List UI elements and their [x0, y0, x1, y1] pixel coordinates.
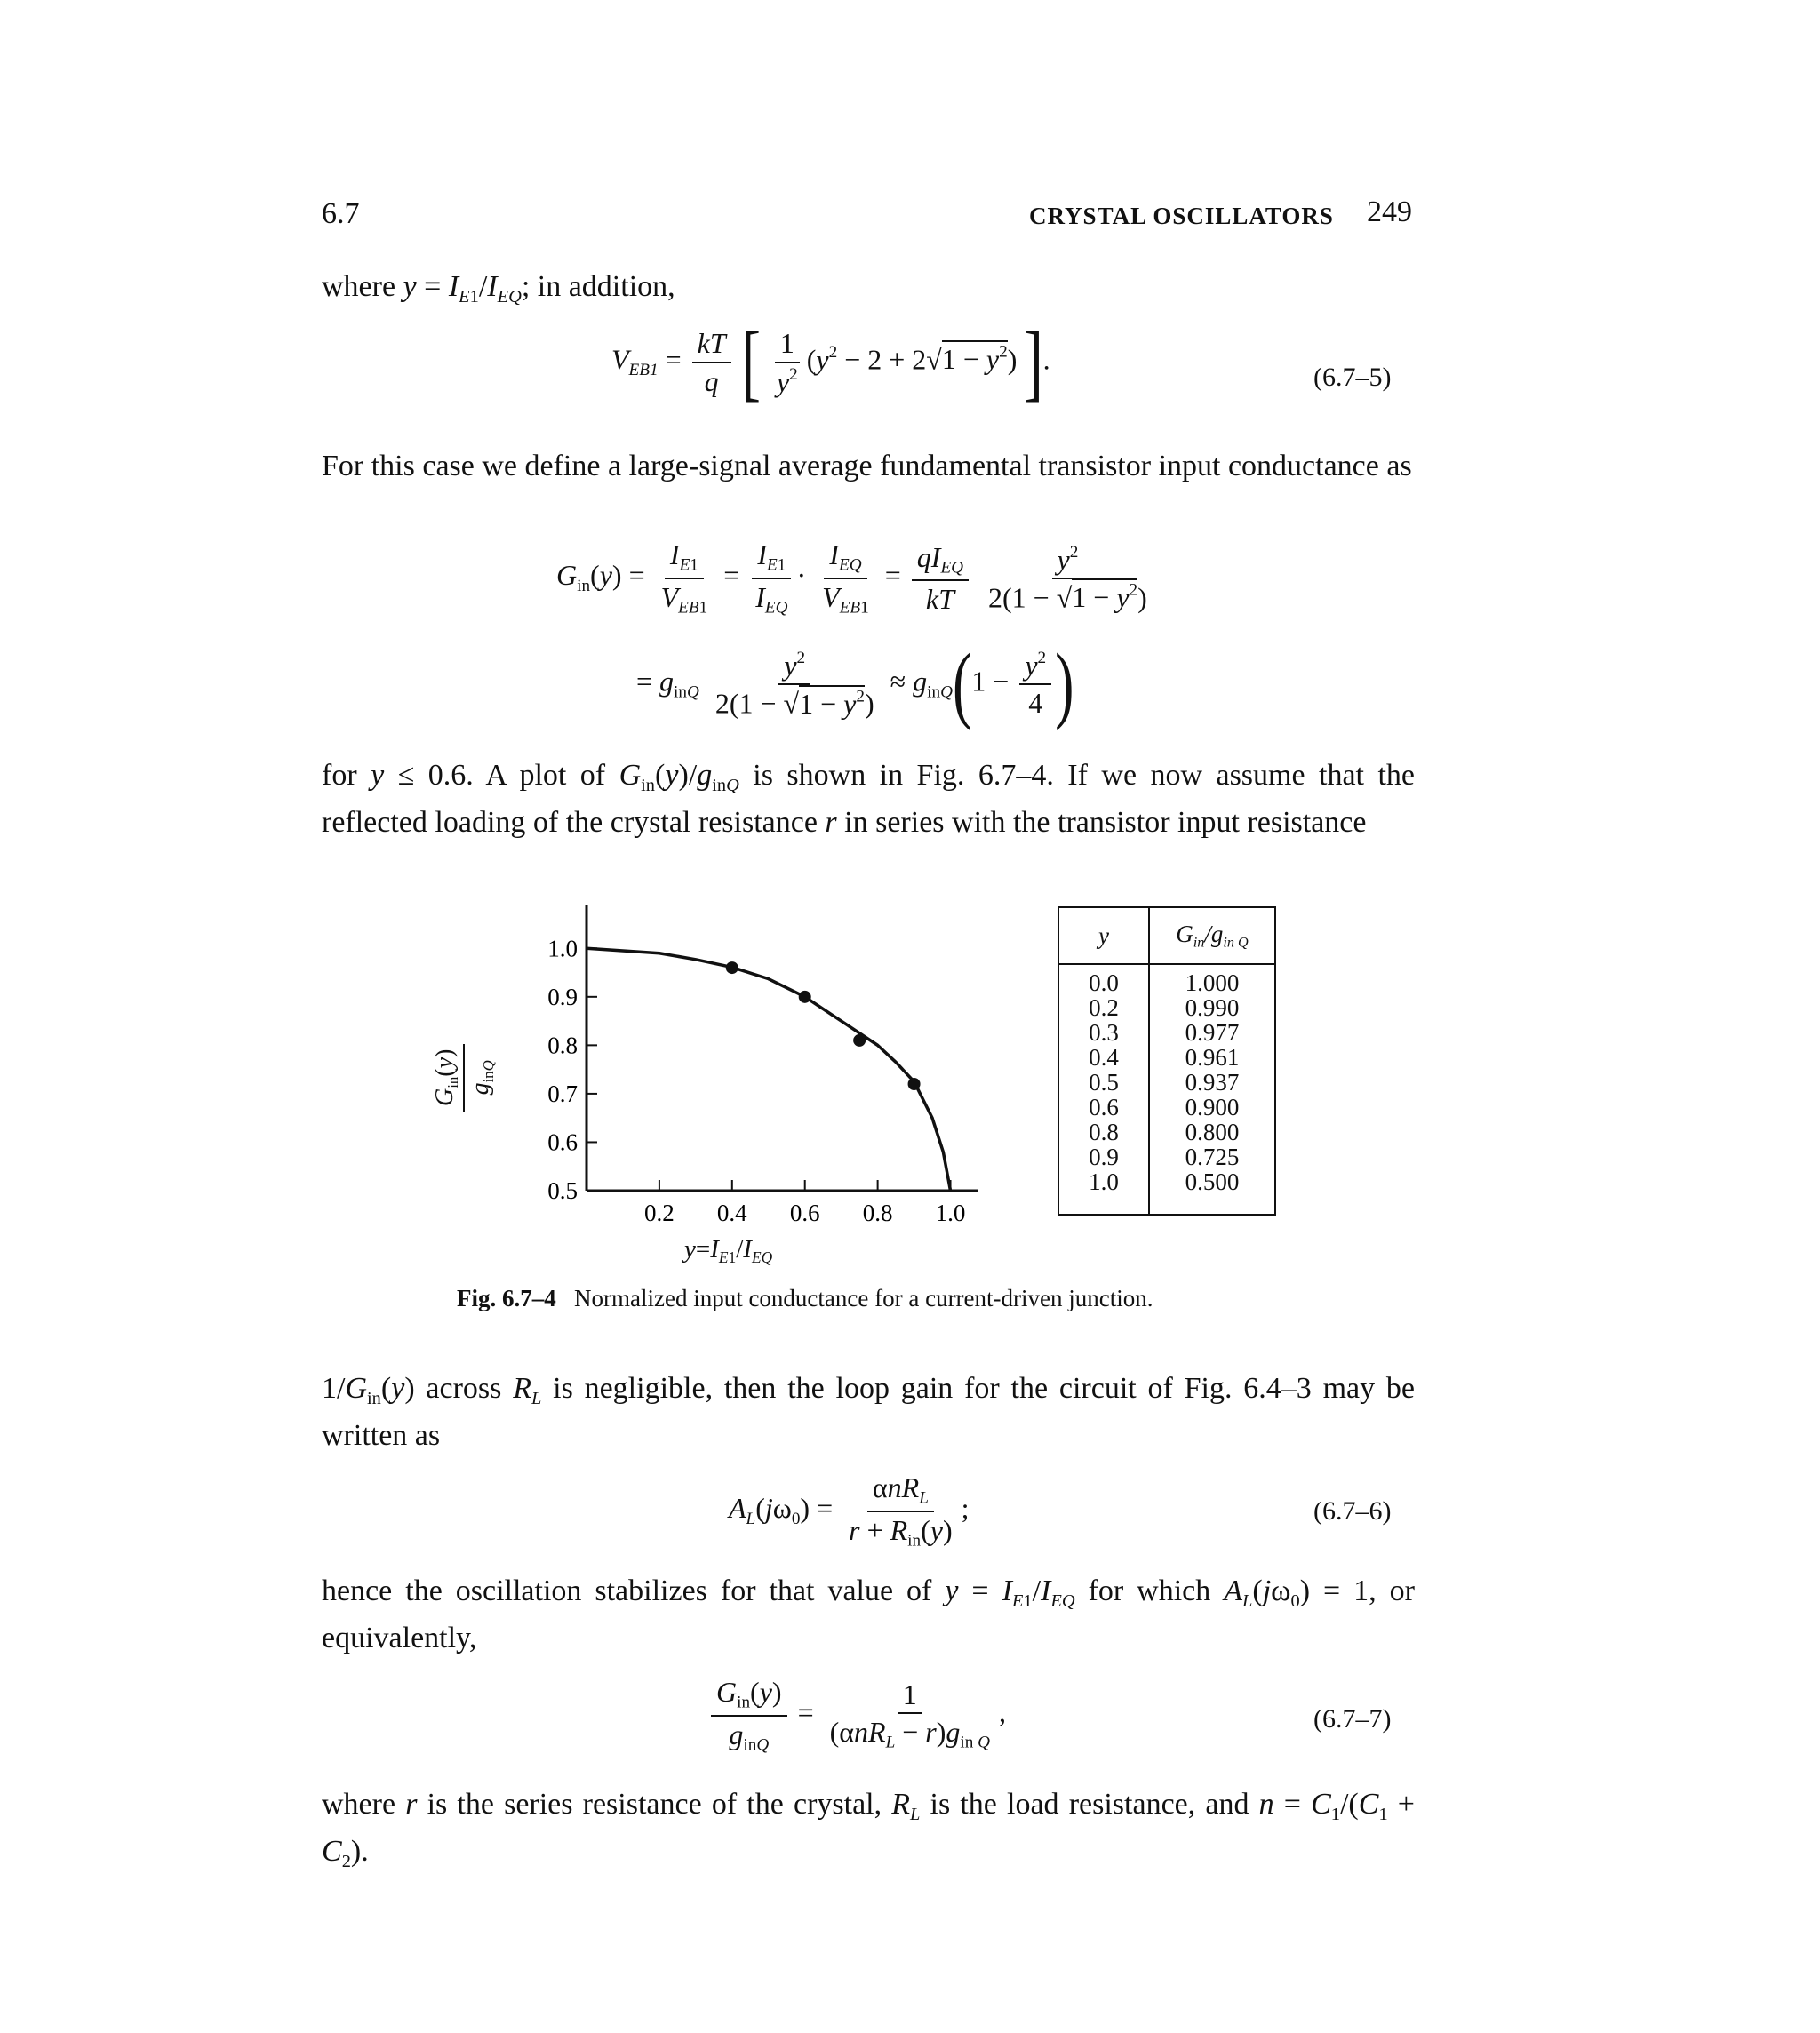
table-cell-ratio: 1.000: [1149, 964, 1275, 995]
x-tick-label: 0.4: [716, 1200, 747, 1226]
y-tick-label: 0.5: [547, 1177, 578, 1204]
equation-number-6-7-5: (6.7–5): [1313, 363, 1392, 392]
equation-6-7-6: $A_L(j\omega_0)$ = $\frac{\alpha nR_L}{r + R_{in}(y)}$ ;: [729, 1471, 970, 1551]
table-header-ratio: $G_{in}/g_{in Q}$: [1149, 907, 1275, 964]
equation-6-7-5: $V_{EB1}$ = $\frac{kT}{q}$ [ $\frac{1}{y^2}$ $(y^2 - 2 + 2√1 - y^2)$ ].: [611, 315, 1050, 410]
equation-number-6-7-7: (6.7–7): [1313, 1704, 1392, 1734]
equation-gin-line-1: $G_{in}(y)$ = $\frac{I_{E1}}{V_{EB1}}$ = $\frac{I_{E1}}{I_{EQ}}$ · $\frac{I_{EQ}}{V_{EB1}}$ = $\frac{qI_{EQ}}{kT}$ $\frac{y^2}{2(1 - √1 - y^2)}$: [556, 538, 1147, 618]
table-cell-ratio: 0.977: [1149, 1020, 1275, 1045]
y-axis-label: $G_{in}(y)$ $g_{inQ}$: [431, 1044, 529, 1115]
caption-label: Fig. 6.7–4: [457, 1285, 556, 1311]
equation-gin-line-2: = $g_{inQ}$ $\frac{y^2}{2(1 - √1 - y^2)}$ ≈ $g_{inQ}(1$ − $\frac{y^2}{4}$ ): [636, 636, 1074, 731]
section-number: 6.7: [322, 197, 360, 230]
paragraph-6: where r is the series resistance of the crystal, $R_L$ is the load resistance, and $n = C_1/(C_1 + C_2)$.: [322, 1788, 1415, 1872]
table-row: [1058, 1095, 1275, 1120]
paragraph-5: hence the oscillation stabilizes for that value of $y = I_{E1}/I_{EQ}$ for which $A_L(j\omega_0) = 1$, or equivalently,: [322, 1575, 1415, 1655]
conductance-curve: [587, 948, 951, 1191]
table-cell-ratio: 0.500: [1149, 1169, 1275, 1215]
table-row: [1058, 1045, 1275, 1070]
y-tick-label: 0.9: [547, 983, 578, 1010]
paragraph-4: $1/G_{in}(y)$ across $R_L$ is negligible, then the loop gain for the circuit of Fig. 6.4–3 may be written as: [322, 1372, 1415, 1453]
data-point: [853, 1034, 866, 1047]
x-tick-label: 1.0: [935, 1200, 966, 1226]
x-tick-label: 0.8: [862, 1200, 893, 1226]
table-row: [1058, 1070, 1275, 1095]
table-cell-y: 1.0: [1058, 1169, 1149, 1215]
conductance-table: [1058, 906, 1276, 1216]
table-header-y: y: [1058, 907, 1149, 964]
table-row: [1058, 1020, 1275, 1045]
figure-caption: [457, 1285, 1153, 1312]
table-cell-y: 0.6: [1058, 1095, 1149, 1120]
table-row: [1058, 964, 1275, 995]
table-cell-ratio: 0.961: [1149, 1045, 1275, 1070]
table-cell-y: 0.3: [1058, 1020, 1149, 1045]
table-cell-y: 0.4: [1058, 1045, 1149, 1070]
table-cell-ratio: 0.937: [1149, 1070, 1275, 1095]
table-cell-y: 0.0: [1058, 964, 1149, 995]
table-cell-ratio: 0.900: [1149, 1095, 1275, 1120]
x-axis-label: $y=I_{E1}/I_{EQ}$: [684, 1235, 773, 1267]
table-cell-y: 0.5: [1058, 1070, 1149, 1095]
y-tick-label: 0.6: [547, 1128, 578, 1156]
paragraph-3: for y ≤ 0.6. A plot of $G_{in}(y)/g_{inQ}$ is shown in Fig. 6.7–4. If we now assume that the reflected loading of the crystal resistance r in series with the transistor input resistance: [322, 759, 1415, 840]
data-point: [908, 1078, 921, 1090]
y-tick-label: 0.8: [547, 1032, 578, 1059]
table-cell-y: 0.8: [1058, 1120, 1149, 1144]
y-tick-label: 1.0: [547, 935, 578, 962]
table-row: [1058, 1169, 1275, 1215]
paragraph-1: where $y = I_{E1}/I_{EQ}$; in addition,: [322, 270, 675, 307]
running-title: CRYSTAL OSCILLATORS: [1029, 203, 1334, 229]
y-tick-label: 0.7: [547, 1080, 578, 1107]
equation-number-6-7-6: (6.7–6): [1313, 1496, 1392, 1526]
data-point: [799, 991, 811, 1003]
table-row: [1058, 995, 1275, 1020]
table-row: [1058, 1144, 1275, 1169]
data-point: [726, 961, 738, 974]
table-cell-ratio: 0.990: [1149, 995, 1275, 1020]
table-cell-y: 0.2: [1058, 995, 1149, 1020]
caption-text: Normalized input conductance for a current-driven junction.: [574, 1285, 1153, 1311]
paragraph-2: For this case we define a large-signal average fundamental transistor input conductance as: [322, 450, 1412, 482]
x-tick-label: 0.2: [644, 1200, 675, 1226]
table-row: [1058, 1120, 1275, 1144]
table-cell-ratio: 0.800: [1149, 1120, 1275, 1144]
page-number: 249: [1367, 195, 1412, 228]
x-tick-label: 0.6: [789, 1200, 820, 1226]
table-cell-ratio: 0.725: [1149, 1144, 1275, 1169]
table-cell-y: 0.9: [1058, 1144, 1149, 1169]
table-body: [1058, 964, 1275, 1215]
equation-6-7-7: $\frac{G_{in}(y)}{g_{inQ}}$ = $\frac{1}{(\alpha nR_L - r)g_{in Q}}$ ,: [707, 1676, 1006, 1756]
